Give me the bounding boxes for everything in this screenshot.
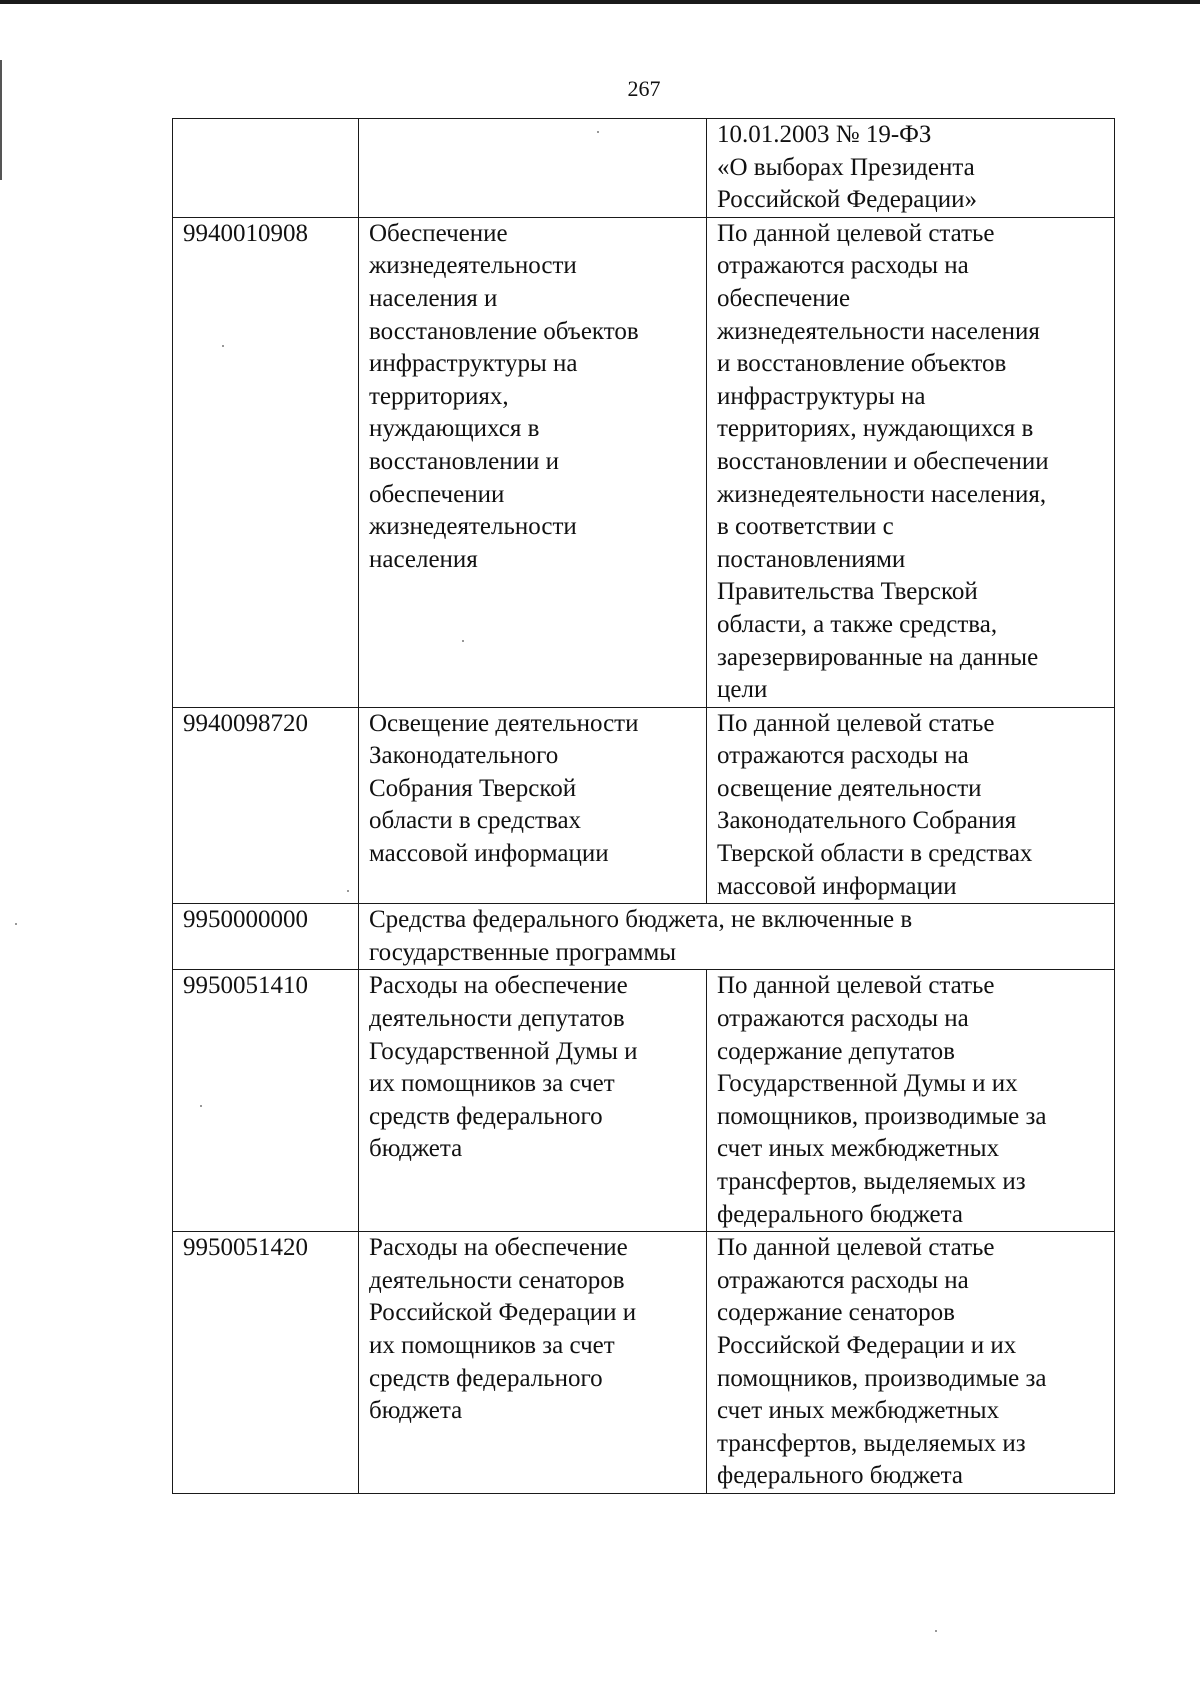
table-row: [173, 904, 1115, 970]
scan-border-top: [0, 0, 1200, 4]
scan-speck: [462, 640, 464, 642]
description-cell: 10.01.2003 № 19-ФЗ «О выборах Президента Российской Федерации»: [707, 119, 1115, 218]
scan-speck: [347, 890, 349, 892]
scan-speck: [200, 1105, 202, 1107]
description-cell: По данной целевой статье отражаются расходы на содержание депутатов Государственной Думы и их помощников, производимые за счет иных межбюджетных трансфертов, выделяемых из федерального бюджета: [707, 970, 1115, 1232]
code-cell: [173, 119, 359, 218]
code-cell: 9950051420: [173, 1232, 359, 1494]
scan-speck: [935, 1630, 937, 1632]
table-row: [173, 119, 1115, 218]
code-cell: 9940098720: [173, 707, 359, 904]
code-cell: 9950051410: [173, 970, 359, 1232]
merged-section-cell: Средства федерального бюджета, не включенные в государственные программы: [359, 904, 1115, 970]
table-row: [173, 707, 1115, 904]
table-row: [173, 217, 1115, 707]
scan-speck: [15, 923, 17, 925]
name-cell: [359, 119, 707, 218]
table-row: [173, 970, 1115, 1232]
name-cell: Расходы на обеспечение деятельности сенаторов Российской Федерации и их помощников за счет средств федерального бюджета: [359, 1232, 707, 1494]
page-number: 267: [627, 76, 661, 101]
description-cell: По данной целевой статье отражаются расходы на освещение деятельности Законодательного Собрания Тверской области в средствах массовой информации: [707, 707, 1115, 904]
description-cell: По данной целевой статье отражаются расходы на обеспечение жизнедеятельности населения и восстановление объектов инфраструктуры на территориях, нуждающихся в восстановлении и обеспечении жизнедеятельности населения, в соответствии с постановлениями Правительства Тверской области, а также средства, зарезервированные на данные цели: [707, 217, 1115, 707]
name-cell: Освещение деятельности Законодательного Собрания Тверской области в средствах массовой информации: [359, 707, 707, 904]
scan-speck: [222, 345, 224, 347]
table-row: [173, 1232, 1115, 1494]
code-cell: 9950000000: [173, 904, 359, 970]
name-cell: Обеспечение жизнедеятельности населения и восстановление объектов инфраструктуры на территориях, нуждающихся в восстановлении и обеспечении жизнедеятельности населения: [359, 217, 707, 707]
scan-speck: [597, 131, 599, 133]
name-cell: Расходы на обеспечение деятельности депутатов Государственной Думы и их помощников за счет средств федерального бюджета: [359, 970, 707, 1232]
target-articles-table: [172, 118, 1115, 1494]
description-cell: По данной целевой статье отражаются расходы на содержание сенаторов Российской Федерации и их помощников, производимые за счет иных межбюджетных трансфертов, выделяемых из федерального бюджета: [707, 1232, 1115, 1494]
code-cell: 9940010908: [173, 217, 359, 707]
